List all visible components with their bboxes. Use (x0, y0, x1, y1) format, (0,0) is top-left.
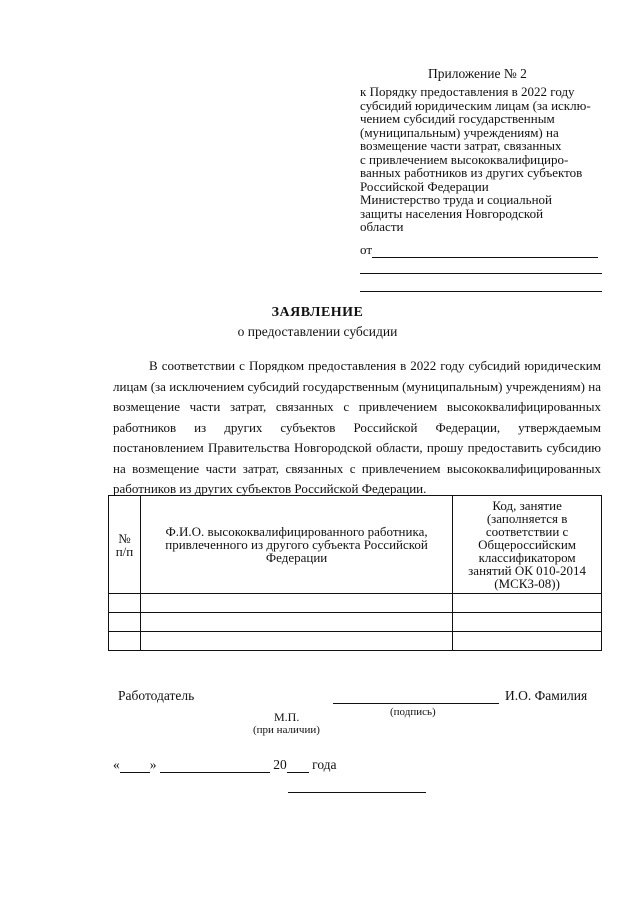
cell-code[interactable] (453, 594, 602, 613)
order-line: с привлечением высококвалифициро- (360, 151, 569, 167)
ministry-line: области (360, 219, 404, 234)
day-field[interactable] (120, 759, 150, 773)
signature-field[interactable] (333, 688, 499, 704)
table-row (109, 632, 602, 651)
signature-caption: (подпись) (390, 706, 436, 718)
order-line: чением субсидий государственным (360, 111, 555, 126)
cell-number[interactable] (109, 594, 141, 613)
ministry-line: защиты населения Новгородской (360, 205, 544, 221)
cell-code[interactable] (453, 632, 602, 651)
quote-close: » (149, 757, 157, 772)
cell-number[interactable] (109, 632, 141, 651)
cell-number[interactable] (109, 613, 141, 632)
order-line: к Порядку предоставления в 2022 году (360, 84, 575, 99)
employer-label: Работодатель (118, 688, 195, 703)
order-line: ванных работников из других субъектов (360, 165, 583, 180)
appendix-number: Приложение № 2 (428, 66, 527, 81)
application-text: В соответствии с Порядком предоставления в 2022 году субсидий юридическим лицам (за исключением субсидий государственным (муниципальным) учреждениям) на возмещение части затрат, связанных с привлечением высококвалифицированных работников из других субъектов Российской Федерации, утверждаемым постановлением Правительства Новгородской области, прошу предоставить субсидию на возмещение части затрат, связанных с привлечением высококвалифицированных работников из других субъектов Российской Федерации. (113, 358, 601, 496)
fio-label: И.О. Фамилия (505, 688, 588, 703)
order-line: возмещение части затрат, связанных (360, 138, 562, 153)
order-reference (360, 85, 605, 193)
document-subtitle: о предоставлении субсидии (237, 324, 398, 339)
year-field[interactable] (287, 759, 309, 773)
header-fio: Ф.И.О. высококвалифицированного работника, привлеченного из другого субъекта Российской Федерации (140, 496, 452, 594)
from-field-line-3[interactable] (360, 279, 602, 292)
workers-table (108, 495, 602, 651)
from-field[interactable] (372, 244, 598, 258)
from-row (360, 242, 598, 258)
cell-fio[interactable] (140, 613, 452, 632)
from-field-line-2[interactable] (360, 261, 602, 274)
year-suffix: года (312, 757, 337, 772)
ministry-line: Министерство труда и социальной (360, 192, 552, 207)
stamp-label: М.П. (274, 710, 300, 724)
addressee (360, 193, 605, 234)
table-row (109, 594, 602, 613)
document-title: ЗАЯВЛЕНИЕ (271, 305, 364, 320)
stamp-caption: (при наличии) (253, 724, 320, 736)
table-row (109, 613, 602, 632)
order-line: (муниципальным) учреждениям) на (360, 124, 559, 140)
order-line: субсидий юридическим лицам (за исклю- (360, 97, 591, 113)
cell-fio[interactable] (140, 632, 452, 651)
year-prefix: 20 (273, 757, 287, 772)
quote-open: « (113, 757, 120, 772)
date-row (113, 757, 337, 773)
month-field[interactable] (160, 759, 270, 773)
header-number: № п/п (109, 496, 141, 594)
cell-fio[interactable] (140, 594, 452, 613)
cell-code[interactable] (453, 613, 602, 632)
order-line: Российской Федерации (360, 178, 489, 194)
from-label: от (360, 242, 373, 257)
bottom-line[interactable] (288, 792, 426, 793)
table-header-row (109, 496, 602, 594)
header-code: Код, занятие (заполняется в соответствии с Общероссийским классификатором занятий ОК 010-2014 (МСКЗ-08)) (453, 496, 602, 594)
